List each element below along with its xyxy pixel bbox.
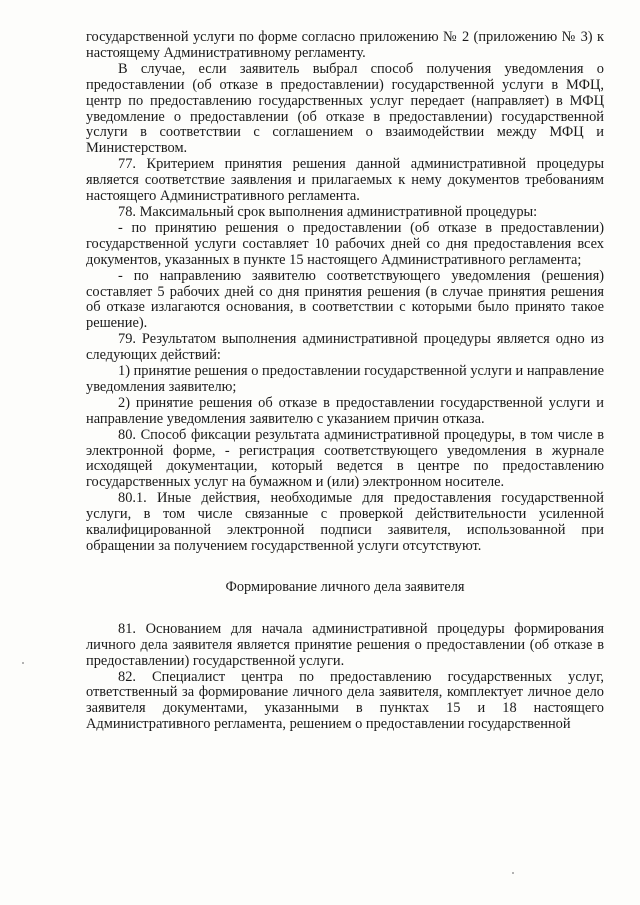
document-body bbox=[86, 30, 604, 733]
scan-speck bbox=[22, 662, 24, 664]
paragraph-81: 81. Основанием для начала административной процедуры формирования личного дела заявителя является принятие решения о предоставлении (об отказе в предоставлении) государственной услуги. bbox=[86, 620, 604, 669]
paragraph-78: 78. Максимальный срок выполнения административной процедуры: bbox=[118, 203, 538, 220]
paragraph-77: 77. Критерием принятия решения данной административной процедуры является соответствие заявления и прилагаемых к нему документов требованиям настоящего Административного регламента. bbox=[86, 156, 604, 205]
paragraph-80: 80. Способ фиксации результата административной процедуры, в том числе в электронной форме, - регистрация соответствующего уведомления в журнале исходящей документации, который ведется в центре по предоставлению государственных услуг на бумажном и (или) электронном носителе. bbox=[86, 426, 604, 491]
section-title: Формирование личного дела заявителя bbox=[225, 578, 465, 595]
paragraph-79-item-1: 1) принятие решения о предоставлении государственной услуги и направление уведомления заявителю; bbox=[86, 363, 604, 395]
paragraph-mfc-notification: В случае, если заявитель выбрал способ получения уведомления о предоставлении (об отказе в предоставлении) государственной услуги в МФЦ, центр по предоставлению государственных услуг передает (направляет) в МФЦ уведомление о предоставлении (об отказе в предоставлении) государственной услуги в соответствии с соглашением о взаимодействии между МФЦ и Министерством. bbox=[86, 60, 604, 157]
paragraph-continuation: государственной услуги по форме согласно приложению № 2 (приложению № 3) к настоящему Административному регламенту. bbox=[86, 29, 604, 61]
paragraph-79-item-2: 2) принятие решения об отказе в предоставлении государственной услуги и направление уведомления заявителю с указанием причин отказа. bbox=[86, 394, 604, 427]
paragraph-78-item-2: - по направлению заявителю соответствующего уведомления (решения) составляет 5 рабочих дней со дня принятия решения (в случае принятия решения об отказе излагаются основания, в соответствии с которыми было принято такое решение). bbox=[86, 267, 604, 332]
paragraph-79: 79. Результатом выполнения административной процедуры является одно из следующих действий: bbox=[86, 331, 604, 364]
paragraph-80-1: 80.1. Иные действия, необходимые для предоставления государственной услуги, в том числе связанные с проверкой действительности усиленной квалифицированной электронной подписи заявителя, использованной при обращении за получением государственной услуги отсутствуют. bbox=[86, 490, 604, 554]
scan-speck bbox=[512, 872, 514, 874]
paragraph-78-item-1: - по принятию решения о предоставлении (об отказе в предоставлении) государственной услуги составляет 10 рабочих дней со дня предоставления всех документов, указанных в пункте 15 настоящего Административного регламента; bbox=[86, 219, 604, 268]
paragraph-82: 82. Специалист центра по предоставлению государственных услуг, ответственный за формирование личного дела заявителя, комплектует личное дело заявителя документами, указанными в пунктах 15 и 18 настоящего Административного регламента, решением о предоставлении государственной bbox=[86, 668, 604, 733]
